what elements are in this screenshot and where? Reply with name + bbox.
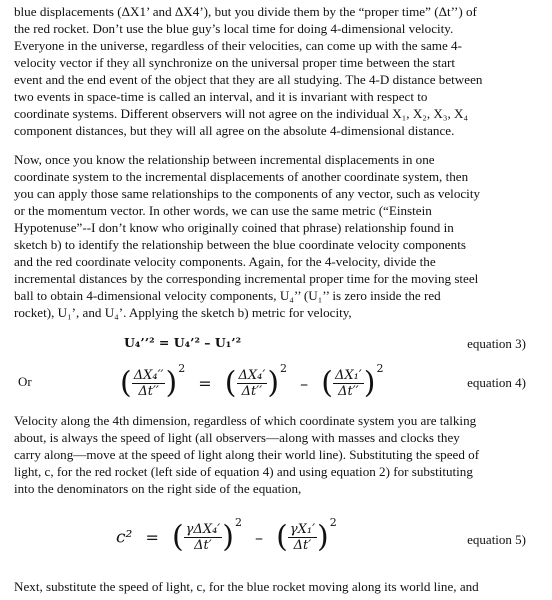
denominator: Δt′′ [241,384,263,399]
exponent: 2 [280,362,288,375]
text-line: Next, substitute the speed of light, c, for the blue rocket moving along its world line, and [14,579,479,594]
text-line: light, c, for the red rocket (left side of equation 4) and using equation 2) for substituting [14,464,473,479]
fraction-lhs [132,368,166,399]
text-line: rocket), U₁’, and U₄’. Applying the sketch b) metric for velocity, [14,305,352,320]
text-line: two events in space-time is called an interval, and it is invariant with respect to [14,89,428,104]
c-squared: c² [116,527,133,548]
left-paren: ( [171,519,184,555]
text-line: about, is always the speed of light (all observers—along with masses and clocks they [14,430,460,445]
text-line: you can apply those same relationships to the components of any vector, such as velocity [14,186,481,201]
numerator: γX₁′ [289,522,316,537]
denominator: Δt′′ [138,384,159,399]
text-line: ball to obtain 4-dimensional velocity components, U₄’’ (U₁’’ is zero inside the red [14,288,441,303]
equals-sign: = [145,528,159,547]
right-paren: ) [267,365,280,401]
text-line: event and the end event of the object that they are all studying. The 4-D distance between [14,72,483,87]
paragraph-displacements [14,3,542,139]
fraction-t1 [184,522,223,553]
equation-5 [116,516,337,553]
left-paren: ( [321,365,333,401]
text-line: coordinate system to the incremental displacements of another coordinate system, then [14,169,469,184]
or-label: Or [18,374,32,389]
left-paren: ( [224,365,237,401]
text-line: velocity vector if they all synchronize on the universal proper time between the start [14,55,456,70]
equation-3: U₄’’² = U₄’² – U₁’² [124,335,242,350]
text-line: carry along—move at the speed of light along their world line). Substituting the speed of [14,447,480,462]
text-line: blue displacements (ΔX1’ and ΔX4’), but you divide them by the “proper time” (Δt’’) of [14,4,477,19]
equals-sign: = [198,374,212,393]
fraction-t2 [288,522,317,553]
text-line: Everyone in the universe, regardless of their velocities, can come up with the same 4- [14,38,462,53]
equation-3-row [0,333,552,353]
text-line: coordinate systems. Different observers will not agree on the individual X₁, X₂, X₃, X₄ [14,106,469,121]
text-line: into the denominators on the right side of the equation, [14,481,302,496]
denominator: Δt′ [194,538,212,553]
equation-5-row [0,514,552,560]
paragraph-relationship [14,151,542,321]
right-paren: ) [363,365,376,401]
numerator: ΔX₄′ [238,368,266,383]
exponent: 2 [376,362,384,375]
text-line: sketch b) to identify the relationship between the blue coordinate velocity components [14,237,466,252]
text-line: Now, once you know the relationship between incremental displacements in one [14,152,435,167]
text-line: and the red coordinate velocity components. Again, for the 4-velocity, divide the [14,254,436,269]
minus-sign: – [255,528,264,547]
equation-3-label: equation 3) [467,336,526,351]
exponent: 2 [178,362,186,375]
exponent: 2 [329,516,337,529]
fraction-r2 [333,368,364,399]
text-line: the red rocket. Don’t use the blue guy’s local time for doing 4-dimensional velocity. [14,21,454,36]
left-paren: ( [120,365,132,401]
paragraph-next [14,578,542,595]
right-paren: ) [222,519,234,555]
text-line: incremental distances by the corresponding incremental proper time for the moving steel [14,271,479,286]
right-paren: ) [317,519,329,555]
text-line: or the momentum vector. In other words, we can use the same metric (“Einstein [14,203,432,218]
equation-4-label: equation 4) [467,375,526,390]
minus-sign: – [300,374,309,393]
equation-4-row [0,360,552,404]
right-paren: ) [165,365,178,401]
exponent: 2 [234,516,242,529]
numerator: γΔX₄′ [185,522,221,537]
paragraph-velocity [14,412,542,497]
numerator: ΔX₄′′ [133,368,164,383]
fraction-r1 [237,368,268,399]
denominator: Δt′ [293,538,312,553]
text-line: component distances, but they will all agree on the absolute 4-dimensional distance. [14,123,455,138]
denominator: Δt′′ [338,384,359,399]
text-line: Velocity along the 4th dimension, regardless of which coordinate system you are talking [14,413,477,428]
equation-5-label: equation 5) [467,532,526,547]
left-paren: ( [276,519,288,555]
equation-4 [120,362,383,399]
numerator: ΔX₁′ [334,368,362,383]
text-line: Hypotenuse”--I don’t know who originally coined that phrase) relationship found in [14,220,454,235]
